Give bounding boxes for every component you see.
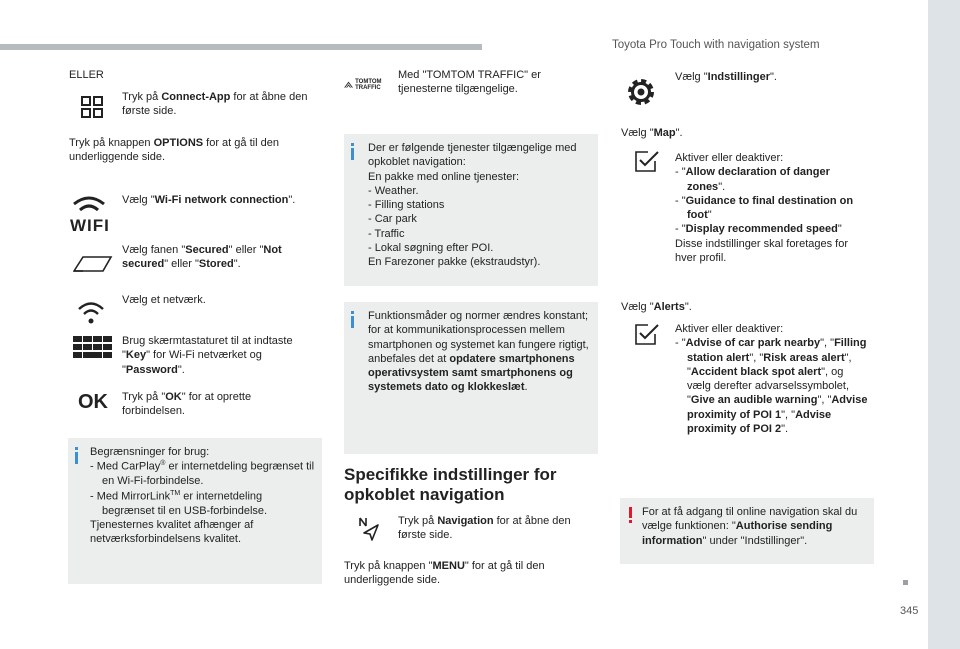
info-icon-dot bbox=[75, 447, 78, 450]
secured-tab-step: Vælg fanen "Secured" eller "Not secured" eller "Stored". bbox=[122, 244, 282, 271]
smartphone-update-note bbox=[344, 302, 598, 454]
online-navigation-warning bbox=[620, 498, 874, 564]
navigation-icon bbox=[358, 517, 380, 541]
keyboard-step: Brug skærmtastaturet til at indtaste "Key" for Wi-Fi netværket og "Password". bbox=[122, 335, 293, 376]
ok-icon: OK bbox=[78, 391, 108, 413]
wifi-icon-label: WIFI bbox=[70, 216, 110, 236]
tomtom-traffic-text: Med "TOMTOM TRAFFIC" er tjenesterne tilgængelige. bbox=[398, 69, 541, 96]
page-header-title: Toyota Pro Touch with navigation system bbox=[612, 39, 820, 51]
page-number: 345 bbox=[900, 605, 919, 617]
checkbox-icon bbox=[635, 151, 659, 173]
connect-app-step: Tryk på Connect-App for at åbne den første side. bbox=[122, 91, 308, 118]
select-network-step: Vælg et netværk. bbox=[122, 294, 206, 306]
smartphone-update-text: Funktionsmåder og normer ændres konstant; for at kommunikationsprocessen mellem smartphonen og systemet kan fungere rigtigt, anbefales det at opdatere smartphonens operativsystem samt smartphonens og systemets dato og klokkeslæt. bbox=[368, 310, 589, 394]
page-side-band bbox=[928, 0, 960, 649]
alert-options-list: Aktiver eller deaktiver: - "Advise of car park nearby", "Filling station alert", "Risk areas alert", "Accident black spot alert", og vælg derefter advarselssymbolet, "Give an audible warning", "Advise proximity of POI 1", "Advise proximity of POI 2". bbox=[675, 323, 868, 436]
online-navigation-warning-text: For at få adgang til online navigation skal du vælge funktionen: "Authorise sending information" under "Indstillinger". bbox=[642, 506, 858, 547]
wifi-network-step: Vælg "Wi-Fi network connection". bbox=[122, 194, 296, 206]
section-heading: Specifikke indstillinger for opkoblet navigation bbox=[344, 465, 557, 505]
info-icon-bar bbox=[351, 316, 354, 328]
warning-icon-dot bbox=[629, 520, 632, 523]
map-step: Vælg "Map". bbox=[621, 127, 683, 139]
connected-services-list: Der er følgende tjenester tilgængelige med opkoblet navigation: En pakke med online tjenester: - Weather. - Filling stations - Car park - Traffic - Lokal søgning efter POI. En Farezoner pakke (ekstraudstyr). bbox=[368, 142, 577, 269]
usage-limits-text: Begrænsninger for brug: - Med CarPlay® er internetdeling begrænset til en Wi-Fi-forbindelse. - Med MirrorLink™ er internetdeling begrænset til en USB-forbindelse. Tjenesternes kvalitet afhænger af netværksforbindelsens kvalitet. bbox=[90, 446, 315, 546]
tab-folder-icon bbox=[73, 255, 113, 273]
info-icon-dot bbox=[351, 143, 354, 146]
navigation-step: Tryk på Navigation for at åbne den første side. bbox=[398, 515, 571, 542]
warning-icon-bar bbox=[629, 507, 632, 518]
usage-limits-note bbox=[68, 438, 322, 584]
connected-services-note bbox=[344, 134, 598, 286]
settings-step: Vælg "Indstillinger". bbox=[675, 71, 777, 83]
wifi-icon bbox=[70, 195, 110, 234]
keyboard-icon bbox=[73, 336, 113, 360]
info-icon-dot bbox=[351, 311, 354, 314]
info-icon-bar bbox=[75, 452, 78, 464]
settings-gear-icon bbox=[624, 75, 658, 109]
alerts-step: Vælg "Alerts". bbox=[621, 301, 692, 313]
info-icon-bar bbox=[351, 148, 354, 160]
menu-step: Tryk på knappen "MENU" for at gå til den underliggende side. bbox=[344, 560, 545, 587]
tomtom-traffic-logo: TOMTOM TRAFFIC bbox=[344, 79, 390, 91]
apps-grid-icon bbox=[81, 96, 103, 118]
ok-step: Tryk på "OK" for at oprette forbindelsen. bbox=[122, 391, 252, 418]
map-options-list: Aktiver eller deaktiver: - "Allow declaration of danger zones". - "Guidance to final destination on foot" - "Display recommended speed" Disse indstillinger skal foretages for hver profil. bbox=[675, 152, 854, 265]
options-step: Tryk på knappen OPTIONS for at gå til den underliggende side. bbox=[69, 137, 279, 164]
header-rule bbox=[0, 44, 482, 50]
wifi-signal-icon bbox=[77, 300, 105, 326]
page-marker bbox=[903, 580, 908, 585]
checkbox-icon bbox=[635, 324, 659, 346]
eller-label: ELLER bbox=[69, 69, 104, 81]
